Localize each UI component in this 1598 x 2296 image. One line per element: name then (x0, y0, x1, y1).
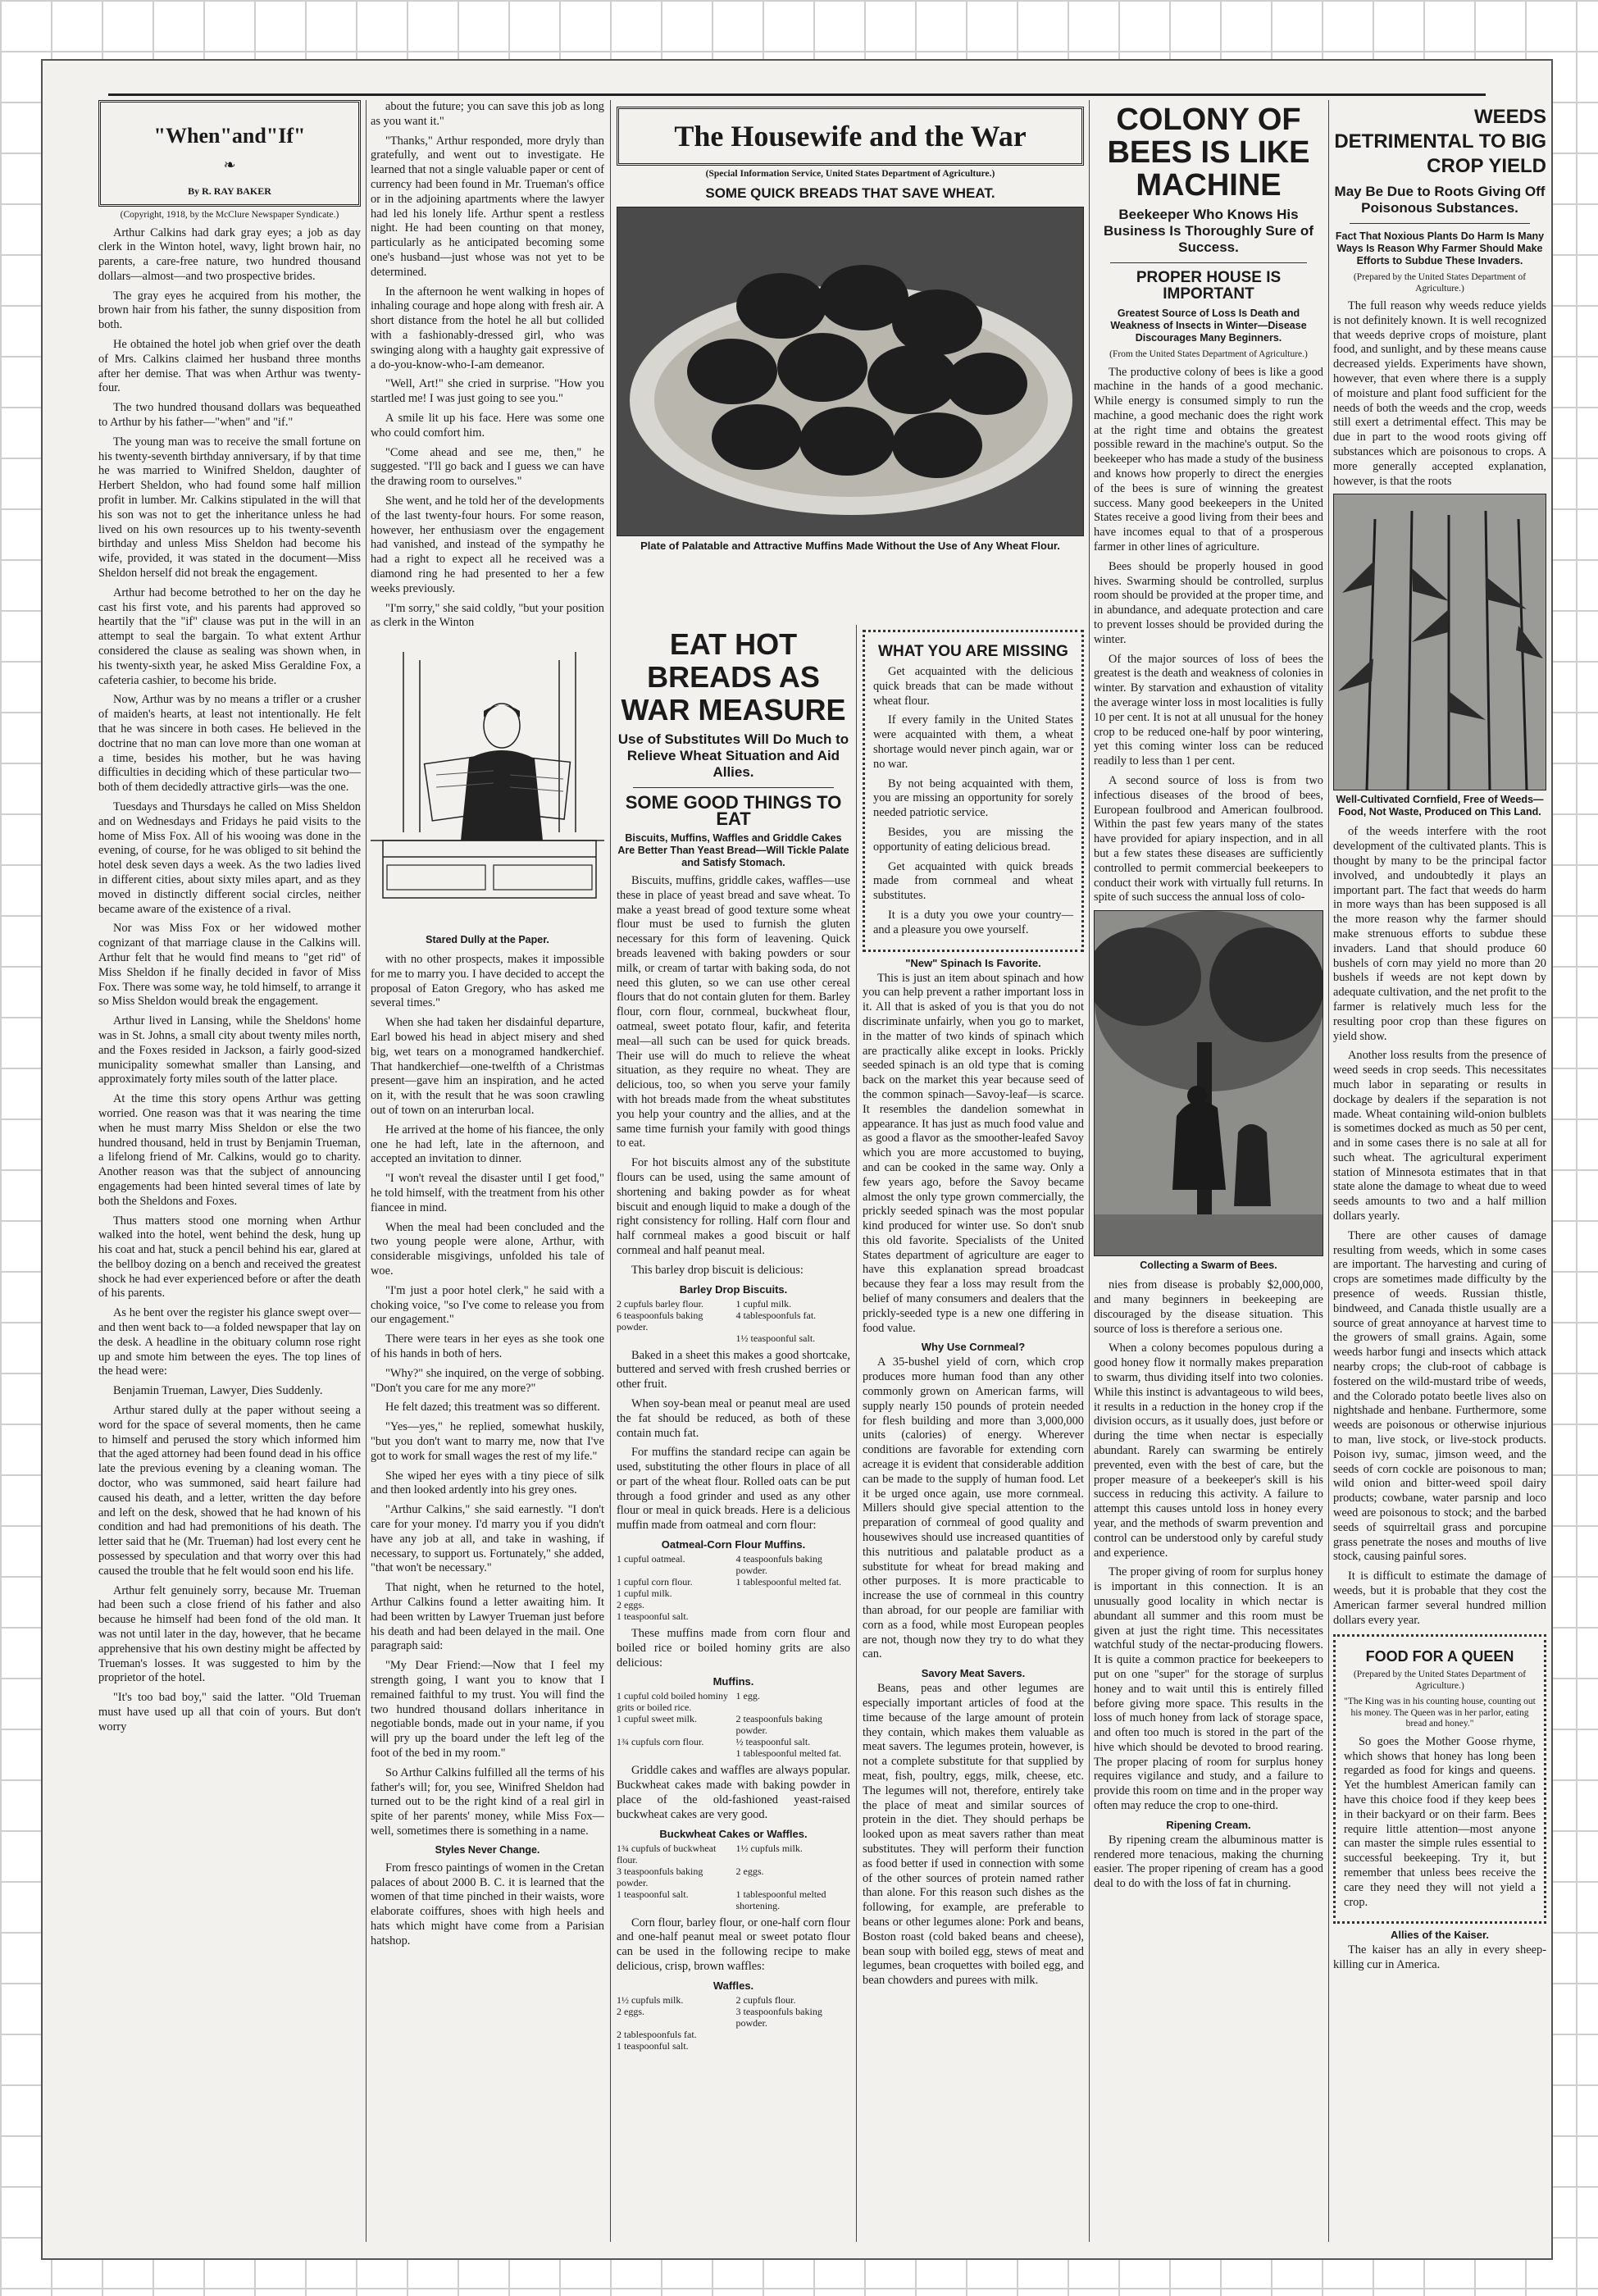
column-rule (610, 100, 611, 2242)
story-body-end (371, 953, 604, 1839)
column-rule (1089, 100, 1090, 2242)
proper-head: PROPER HOUSE IS IMPORTANT (1136, 269, 1282, 303)
ingredient: 1½ teaspoonful salt. (735, 1332, 816, 1344)
missing-column (863, 630, 1084, 1993)
cornfield-icon (1334, 494, 1546, 790)
paragraph: So Arthur Calkins fulfilled all the terms of his father's will; for, you see, Winifred Sheldon had turned out to be the right kind of a real girl in spite of her parents' money, while Miss Fox—well, sometimes there is something in a name. (371, 1765, 604, 1838)
paragraph: "Arthur Calkins," she said earnestly. "I don't care for your money. I'd marry you if you didn't have any job at all, and take in washing, if necessary, to support us. Fortunately," she added, "that won't be necessary." (371, 1503, 604, 1575)
paragraph: The gray eyes he acquired from his mother, the brown hair from his father, the sunny disposition from both. (98, 289, 361, 332)
paragraph: A second source of loss is from two infectious diseases of the brood of bees, European foulbrood and American foulbrood. Within the past few years many of the states have provided for apiary inspection, and in all but a few states these diseases are sufficiently controlled to permit commercial beekeepers to conduct their work with virtually full returns. In spite of such success the annual loss of colo- (1094, 774, 1323, 904)
ingredient (736, 2029, 851, 2040)
waffles-ingredients (617, 1994, 850, 2052)
column-rule (856, 625, 857, 2242)
paragraph: Thus matters stood one morning when Arthur walked into the hotel, went behind the desk, hung up his coat and hat, stuck a pencil behind his ear, glared at the bellboy dozing on a bench and received the greatest shock he had ever experienced before or after the death of his parents. (98, 1214, 361, 1301)
ingredient: 1¾ cupfuls of buckwheat flour. (617, 1842, 717, 1866)
muffins-ingredients (617, 1690, 850, 1759)
muffins-icon (617, 207, 1084, 535)
paragraph: of the weeds interfere with the root development of the cultivated plants. This is thought by many to be the principal factor involved, and undoubtedly it plays an important part. The fact that weeds do harm in more ways than has been supposed is all the more reason why the farmer should make strenuous efforts to subdue these invaders. Land that should produce 60 bushels of corn may yield no more than 20 bushels if weeds are not kept down by adequate cultivation, and the net profit to the farmer is relatively much less for the resulting poor crop than these figures on yield show. (1333, 825, 1546, 1043)
paragraph: The proper giving of room for surplus honey is important in this connection. It is an unusually good locality in which nectar is abundant all summer and this room must be given at just the right time. This necessitates watchful study of the nectar-producing flowers. It is quite a common practice for beekeepers to put on one "super" for the storage of surplus honey and to wait until this is entirely filled before giving more space. This results in the loss of much honey from lack of storage space, and often too much is stored in the part of the hive which should be devoted to brood rearing. The proper placing of room for surplus honey requires vigilance and study, and a failure to provide this room on time and in the proper way often may reduce the crop to one-third. (1094, 1565, 1323, 1813)
paragraph: "I'm sorry," she said coldly, "but your position as clerk in the Winton (371, 601, 604, 630)
ingredient: 1 cupful milk. (617, 1588, 672, 1600)
paragraph: "Thanks," Arthur responded, more dryly than gratefully, and went out to investigate. He learned that not a single valuable paper or cent of currency had been found in Mr. Trueman's office or in the adjoining apartments where the lawyer had led his lonely life. Arthur spent a restless night. He had been counting on that money, particularly as he anticipated becoming some one's husband—just whose was not yet to be determined. (371, 134, 604, 279)
paragraph: Another loss results from the presence of weed seeds in crop seeds. This necessitates much labor in separating or results in dockage by dealers if the separation is not made. Wheat containing wild-onion bulblets is sometimes docked as much as 50 per cent, and in some cases there is no sale at all for such wheat. The agricultural experiment station of Minnesota estimates that in that state alone the damage to wheat due to weed seeds amounts to two and a half million dollars yearly. (1333, 1049, 1546, 1223)
service-line: (Special Information Service, United States Department of Agriculture.) (705, 169, 995, 179)
queen-head: FOOD FOR A QUEEN (1365, 1648, 1514, 1665)
ingredient: 1 cupful sweet milk. (617, 1713, 697, 1725)
eat-headline: EAT HOT BREADS AS WAR MEASURE (621, 627, 846, 727)
paragraph: Arthur lived in Lansing, while the Sheldons' home was in St. Johns, a small city about twenty miles north, and the Foxes resided in Jackson, a fairly good-sized municipality somewhat smaller than Lansing, and approximately forty miles south of the latter place. (98, 1014, 361, 1086)
paragraph: She went, and he told her of the developments of the last twenty-four hours. For some reason, however, her enthusiasm over the engagement had vanished, and instead of the sympathy he had a right to expect all he received was a diamond ring he had presented to her a few weeks previously. (371, 494, 604, 595)
ingredient: 3 teaspoonfuls baking powder. (735, 2005, 822, 2029)
paragraph: "Well, Art!" she cried in surprise. "How you startled me! I was just going to see you." (371, 377, 604, 406)
bees-deck: Beekeeper Who Knows His Business Is Thoroughly Sure of Success. (1104, 207, 1313, 255)
bees-credit: (From the United States Department of Agriculture.) (1109, 349, 1308, 359)
paragraph: Baked in a sheet this makes a good shortcake, buttered and served with fresh crushed berries or other fruit. (617, 1348, 850, 1392)
ingredient: 1 tablespoonful melted fat. (735, 1576, 842, 1588)
divider (633, 787, 834, 788)
paragraph: As he bent over the register his glance swept over—and then went back to—a folded newspaper that lay on the desk. A headline in the obituary column rose right up and smote him between the eyes. The top lines of the head were: (98, 1306, 361, 1378)
photo-caption: Plate of Palatable and Attractive Muffins Made Without the Use of Any Wheat Flour. (640, 539, 1060, 552)
photo-bee-swarm (1094, 910, 1323, 1256)
paragraph: There are other causes of damage resulting from weeds, which in some cases are important. The harvesting and curing of crops are sometimes made difficulty by the presence of weeds. Russian thistle, bindweed, and Canada thistle usually are a source of great annoyance at harvest time to the growers of small grains. Again, some weeds harbor fungi and insects which attack nearby crops; the club-root of cabbage is fostered on the wild-mustard tribe of weeds, and the Colorado potato beetle lives also on nightshade and henbane. Furthermore, some weeds are poisonous or otherwise injurious to man, live stock, or live-stock products. Poison ivy, sumac, jimson weed, and the seeds of corn cockle are poisonous to man; wild onion and bitter-weed spoil dairy products; cowbane, water parsnip and loco weed are poisonous to stock; and the barbed seeds of squirreltail grass and porcupine grass penetrate the noses and mouths of live stock, causing painful sores. (1333, 1228, 1546, 1564)
some-good-head: SOME GOOD THINGS TO EAT (625, 792, 842, 829)
ingredient: 2 tablespoonfuls fat. (617, 2028, 697, 2040)
ingredient: 2 eggs. (617, 2005, 644, 2017)
ripening-text: By ripening cream the albuminous matter is rendered more tenacious, making the churning easier. The proper ripening of cream has a good deal to do with the loss of fat in churning. (1094, 1833, 1323, 1891)
paragraph: He felt dazed; this treatment was so different. (385, 1401, 600, 1414)
paragraph: Arthur felt genuinely sorry, because Mr. Trueman had been such a close friend of his father and also because he himself had been fond of the old man. It was not until later in the day, however, that he became apprehensive that his own destiny might be affected by Trueman's losses. It was suggested to him by the proprietor of the hotel. (98, 1583, 361, 1685)
ingredient: 1 egg. (735, 1690, 760, 1702)
paragraph: Besides, you are missing the opportunity of eating delicious bread. (873, 825, 1073, 854)
paragraph: For muffins the standard recipe can again be used, substituting the other flours in place of all or part of the wheat flour. Rolled oats can be put through a food grinder and used as any other flour or meal in quick breads. Here is a delicious muffin made from oatmeal and corn flour: (617, 1446, 850, 1533)
story-title-box (98, 100, 361, 207)
paragraph: Arthur stared dully at the paper without seeing a word for the space of several moments, then he came to himself and perused the story which informed him that the aged attorney had been found dead in his office late the previous evening by a cleaning woman. The doctor, who was summoned, said heart failure had caused his death, and a letter, written the day before and left on the desk, showed that he had known of his condition and had had premonitions of his death. The letter said that he (Mr. Trueman) had lost every cent he possessed by speculation and that worry over this had caused the trouble that he felt would soon end his life. (98, 1404, 361, 1578)
paragraph: Benjamin Trueman, Lawyer, Dies Suddenly. (113, 1384, 323, 1398)
ingredient (736, 1599, 851, 1610)
ingredient: 1 teaspoonful salt. (617, 2039, 689, 2052)
queen-credit: (Prepared by the United States Department of Agriculture.) (1353, 1670, 1527, 1691)
ingredient: 2 cupfuls flour. (735, 1993, 796, 2006)
barley-ingredients (617, 1298, 850, 1344)
paragraph: If every family in the United States were acquainted with them, a wheat shortage would never pinch again, war or no war. (873, 713, 1073, 771)
paragraph: It is difficult to estimate the damage of weeds, but it is probable that they cost the American farmer several hundred million dollars every year. (1333, 1569, 1546, 1627)
divider (1350, 223, 1530, 224)
bees-photo-caption: Collecting a Swarm of Bees. (1140, 1260, 1277, 1272)
weeds-credit: (Prepared by the United States Department of Agriculture.) (1353, 272, 1527, 294)
ingredient: 1 teaspoonful salt. (617, 1888, 689, 1900)
styles-heading: Styles Never Change. (435, 1843, 540, 1856)
paragraph: Now, Arthur was by no means a trifler or a crusher of maiden's hearts, at least not intentionally. He felt that he was sincere in both cases. He believed in the doctrine that no man can love more than one woman at a time, besides his mother, but he was having difficulties in deciding which of these particular two—both of them decidedly attractive girls—was the one. (98, 693, 361, 795)
column-rule (1328, 100, 1329, 2242)
eat-hot-breads-column (617, 625, 850, 2057)
paragraph: "It's too bad boy," said the latter. "Old Trueman must have used up all that coin of yours. But don't worry (98, 1691, 361, 1733)
paragraph: "I won't reveal the disaster until I get food," he told himself, with the treatment from his other fiancee in mind. (371, 1172, 604, 1214)
bees-deck2: Greatest Source of Loss Is Death and Weakness of Insects in Winter—Disease Discourages Many Beginners. (1110, 308, 1307, 344)
newspaper-page (41, 59, 1553, 2260)
story-title: "When"and"If" (153, 124, 306, 148)
ingredient: 1 teaspoonful salt. (617, 1610, 689, 1623)
ingredient: 1 cupful cold boiled hominy grits or boiled rice. (617, 1690, 728, 1714)
ingredient: 1 tablespoonful melted fat. (735, 1747, 842, 1760)
paragraph: When she had taken her disdainful departure, Earl bowed his head in abject misery and shed big, wet tears on a monogramed handkerchief. That handkerchief—one-twelfth of a Christmas present—gave him an inspiration, and he acted on it, with the result that he was soon crawling out of town on an interurban local. (371, 1016, 604, 1118)
column-story-1 (98, 100, 361, 2242)
photo-cornfield (1333, 494, 1546, 790)
eat-subhead: Use of Substitutes Will Do Much to Relieve Wheat Situation and Aid Allies. (617, 731, 849, 780)
paragraph: When the meal had been concluded and the two young people were alone, Arthur, with considerable misgivings, unfolded his tale of woe. (371, 1220, 604, 1278)
paragraph: "Yes—yes," he replied, somewhat huskily, "but you don't want to marry me, now that I've got to work for small wages the rest of my life." (371, 1420, 604, 1463)
paragraph: "My Dear Friend:—Now that I feel my strength going, I want you to know that I remained faithful to my trust. You will find the two hundred thousand dollars inheritance in negotiable bonds, made out in your name, if you will pry up the board under the left leg of the foot of the bed in my room." (371, 1659, 604, 1760)
paragraph: Biscuits, muffins, griddle cakes, waffles—use these in place of yeast bread and save wheat. To make a yeast bread of good texture some wheat flour must be used to furnish the gluten necessary for this form of leavening. Quick breads leavened with baking powders or sour milk, or cream of tartar with baking soda, do not need this gluten, so we can use other cereal flours that do not contain gluten for them. Barley flour, corn flour, cornmeal, buckwheat flour, oatmeal, sweet potato flour, kafir, and feterita meal—all such can be used for quick breads. Their use will do much to relieve the wheat situation, as they require no wheat. They are delicious, too, so when you serve your family with hot breads made from the wheat substitutes you help your country and the allies, and at the same time furnish your family with good things to eat. (617, 874, 850, 1150)
ripening-head: Ripening Cream. (1166, 1818, 1251, 1831)
weeds-photo-caption: Well-Cultivated Cornfield, Free of Weeds—Food, Not Waste, Produced on This Land. (1336, 794, 1544, 818)
paragraph: Arthur Calkins had dark gray eyes; a job as day clerk in the Winton hotel, wavy, light brown hair, no parents, a care-free nature, two hundred thousand dollars—almost—and two prospective brides. (98, 226, 361, 283)
ingredient: 2 cupfuls barley flour. (617, 1297, 703, 1310)
paragraph: "Come ahead and see me, then," he suggested. "I'll go back and I guess we can have the drawing room to ourselves." (371, 445, 604, 489)
ingredient: 6 teaspoonfuls baking powder. (617, 1309, 703, 1332)
paragraph: This barley drop biscuit is delicious: (631, 1263, 804, 1277)
illustration-man-reading-paper (371, 636, 604, 931)
photo-muffins (617, 207, 1084, 536)
copyright: (Copyright, 1918, by the McClure Newspaper Syndicate.) (120, 210, 339, 220)
paragraph: Tuesdays and Thursdays he called on Miss Sheldon and on Wednesdays and Fridays he paid visits to the home of Miss Fox. All of his wooing was done in the evening, of course, for he was obliged to sit behind the hotel desk seven days a week. As the two ladies lived in different cities, about sixty miles apart, and as they moved in distinctly different social circles, neither became aware of the existence of a rival. (98, 800, 361, 916)
ingredient: ½ teaspoonful salt. (735, 1736, 811, 1748)
paragraph: The young man was to receive the small fortune on his twenty-seventh birthday anniversary, if by that time he was married to Winifred Sheldon, daughter of Herbert Sheldon, who had found some half million profit in lumber. Mr. Calkins stipulated in the will that his son was not to get the inheritance unless he had lived on his own resources up to his twenty-seventh birthday and unless Miss Sheldon had become his wife, provided, it was stated in the document—Miss Sheldon herself did not break the engagement. (98, 435, 361, 581)
allies-head: Allies of the Kaiser. (1391, 1929, 1489, 1942)
ingredient: 1 cupful milk. (735, 1297, 792, 1310)
body4: Griddle cakes and waffles are always popular. Buckwheat cakes made with baking powder in place of the old-fashioned yeast-raised buckwheat cakes are very good. (617, 1764, 850, 1821)
some-good-deck: Biscuits, Muffins, Waffles and Griddle Cakes Are Better Than Yeast Bread—Will Tickle Palate and Satisfy Stomach. (617, 832, 849, 868)
paragraph: By not being acquainted with them, you are missing an opportunity for sorely needed patriotic service. (873, 777, 1073, 820)
article-body-2 (617, 1349, 850, 1534)
paragraph: It is a duty you owe your country—and a pleasure you owe yourself. (873, 908, 1073, 936)
illustration-caption: Stared Dully at the Paper. (426, 934, 549, 946)
ingredient: 4 teaspoonfuls baking powder. (735, 1553, 822, 1577)
body3: These muffins made from corn flour and boiled rice or boiled hominy grits are also delicious: (617, 1627, 850, 1670)
paragraph: Get acquainted with the delicious quick breads that can be made without wheat flour. (873, 665, 1073, 708)
byline: By R. RAY BAKER (188, 185, 271, 197)
story-body-continued (371, 100, 604, 631)
ingredient (736, 1588, 851, 1599)
paragraph: When soy-bean meal or peanut meal are used the fat should be reduced, as both of these contain much fat. (617, 1396, 850, 1440)
queen-text: So goes the Mother Goose rhyme, which shows that honey has long been regarded as food for kings and queens. Yet the humblest American family can have this choice food if they keep bees in their backyard or on their farm. Bees require little attention—most anyone can master the simple rules essential to successful beekeeping. Try it, but remember that unless bees receive the care they need they will not yield a crop. (1344, 1734, 1536, 1909)
buck-ingredients (617, 1843, 850, 1911)
column-bees (1094, 100, 1323, 2242)
paragraph: Arthur had become betrothed to her on the day he cast his first vote, and his parents had approved so heartily that the "if" clause was put in the will in an attempt to seal the bargain. To what extent Arthur considered the clause as sealing was shown when, in his twenty-sixth year, he asked Miss Geraldine Fox, a cafeteria cashier, to become his bride. (98, 585, 361, 687)
ingredient (617, 1747, 731, 1759)
bees-body (1094, 366, 1323, 906)
paragraph: with no other prospects, makes it impossible for me to marry you. I have decided to accept the proposal of Eaton Gregory, who has asked me several times." (371, 953, 604, 1010)
paragraph: Of the major sources of loss of bees the greatest is the death and weakness of colonies in winter. By starvation and exhaustion of vitality the average winter loss in most localities is fully 10 per cent. It is not at all unusual for the honey crop to be reduced one-half by poor wintering, yet this coming winter loss can be reduced readily to less than 1 per cent. (1094, 652, 1323, 768)
paragraph: She wiped her eyes with a tiny piece of silk and then looked ardently into his grey ones. (371, 1469, 604, 1497)
weeds-deck: May Be Due to Roots Giving Off Poisonous Substances. (1334, 184, 1546, 216)
oat-title: Oatmeal-Corn Flour Muffins. (661, 1538, 806, 1551)
top-deck: SOME QUICK BREADS THAT SAVE WHEAT. (705, 184, 995, 201)
cornmeal-text: A 35-bushel yield of corn, which crop produces more human food than any other commonly grown on American farms, will supply nearly 150 pounds of protein needed for flesh building and more than 3,000,000 units (calories) of energy. Wherever conditions are favorable for extending corn acreage it is evident that considerable addition can be made to the supply of human food. Let it be urged once again, use more cornmeal. Millers should give special attention to the preparation of cornmeal of good quality and housewives should use increased quantities of this nutritious and palatable product as a substitute for wheat for bread making and other purposes. It is more practicable to increase the use of cornmeal in this country than abroad, for our people are familiar with corn as a food, while most European peoples are not, though now they try to do what they can. (863, 1355, 1084, 1661)
bee-swarm-icon (1095, 911, 1323, 1255)
ingredient (617, 1332, 731, 1344)
bees-headline: COLONY OF BEES IS LIKE MACHINE (1107, 102, 1310, 203)
ingredient: 3 teaspoonfuls baking powder. (617, 1865, 703, 1888)
queen-box (1333, 1634, 1546, 1924)
column-weeds (1333, 100, 1546, 2242)
paragraph: He arrived at the home of his fiancee, the only one he had left, late in the afternoon, and accepted an invitation to dinner. (371, 1123, 604, 1166)
body5: Corn flour, barley flour, or one-half corn flour and one-half peanut meal or sweet potato flour can be used in the following recipe to make delicious, crisp, brown waffles: (617, 1916, 850, 1974)
bees-body-continued (1094, 1278, 1323, 1814)
paragraph: He obtained the hotel job when grief over the death of Mrs. Calkins claimed her husband three months after her demise. That was when Arthur was twenty-four. (98, 338, 361, 395)
meat-head: Savory Meat Savers. (921, 1667, 1026, 1680)
ingredient: 1 tablespoonful melted shortening. (735, 1888, 826, 1911)
ingredient (736, 2040, 851, 2052)
paragraph: For hot biscuits almost any of the substitute flours can be used, using the same amount of shortening and baking powder as for wheat biscuit and enough liquid to make a dough of the right consistency for rolling. Half corn flour and half cornmeal makes a good biscuit or half cornmeal and half peanut meal. (617, 1156, 850, 1257)
barley-title: Barley Drop Biscuits. (679, 1282, 788, 1296)
story-body (98, 226, 361, 1735)
paragraph: The productive colony of bees is like a good machine in the hands of a good mechanic. While energy is consumed simply to run the machine, a good mechanic does the right work at the right time and obtains the greatest possible reward in the machine's output. So the beekeeper who has made a study of the business and knows how properly to direct the energies of the bees is sure of winning the greatest success. Many good beekeepers in the United States receive a good living from their bees and have incomes equal to that of a prosperous farmer in other lines of agriculture. (1094, 365, 1323, 554)
oat-ingredients (617, 1553, 850, 1622)
paragraph: In the afternoon he went walking in hopes of inhaling courage and hope along with fresh air. A short distance from the hotel he all but collided with a fashionably-dressed girl, who was swinging along with a haughty gait expressive of a do-you-know-who-I-am demeanor. (371, 285, 604, 371)
buck-title: Buckwheat Cakes or Waffles. (659, 1827, 808, 1840)
cornmeal-head: Why Use Cornmeal? (921, 1341, 1026, 1354)
paragraph: about the future; you can save this job as long as you want it." (371, 100, 604, 128)
spinach-head: "New" Spinach Is Favorite. (905, 956, 1041, 969)
ornament-icon: ❧ (223, 157, 236, 173)
ingredient: 1 cupful corn flour. (617, 1576, 693, 1588)
ingredient: 4 tablespoonfuls fat. (735, 1309, 817, 1321)
paragraph: "I'm just a poor hotel clerk," he said with a choking voice, "so I've come to release you from our engagement." (371, 1283, 604, 1327)
paragraph: When a colony becomes populous during a good honey flow it normally makes preparation to swarm, thus dividing itself into two colonies. While this instinct is advantageous to wild bees, it results in a reduction in the honey crop if the division occurs, as it usually does, just before or during the time when nectar is especially abundant. Rarely can swarming be entirely prevented, even with the best of care, but the proper measure of a beekeeper's skill is his success in reducing this activity. A failure to attempt this causes untold loss in honey every year, and the methods of swarm prevention and control can be understood only by careful study and experience. (1094, 1342, 1323, 1560)
muffins-title: Muffins. (712, 1675, 754, 1688)
paragraph: The two hundred thousand dollars was bequeathed to Arthur by his father—"when" and "if." (98, 401, 361, 430)
missing-body (873, 665, 1073, 938)
ingredient: 1 cupful oatmeal. (617, 1553, 685, 1565)
column-housewife (617, 100, 1084, 2242)
top-rule (108, 93, 1486, 96)
allies-text: The kaiser has an ally in every sheep-killing cur in America. (1333, 1943, 1546, 1972)
paragraph: At the time this story opens Arthur was getting worried. One reason was that it was nearing the time when he must marry Miss Sheldon or else the two hundred thousand, held in trust by Benjamin Trueman, a lifelong friend of Mr. Calkins, would go to charity. Another reason was that the subject of announcing engagements had been hinted several times of late by both the Sheldons and Foxes. (98, 1092, 361, 1208)
masthead: The Housewife and the War (617, 107, 1084, 166)
article-body (617, 874, 850, 1278)
ingredient (736, 1610, 851, 1622)
weeds-headline: WEEDS DETRIMENTAL TO BIG CROP YIELD (1334, 106, 1546, 177)
spinach-text: This is just an item about spinach and how you can help prevent a rather important loss in it. All that is asked of you is that you do not discriminate unfairly, when you go to market, in the matter of two kinds of spinach which are practically alike except in looks. Prickly seeded spinach is an old type that is coming back on the market this year because seed of the common spinach—Savoy-leaf—is scarce. It resembles the dandelion somewhat in appearance. It has just as much food value and as good a flavor as the smoother-leafed Savoy which you are more accustomed to buying, and can be cooked in the same way. Only a few years ago, before the Savoy became almost the only type grown commercially, the prickly seeded spinach was the most popular kind produced for winter use. So don't snub this old favorite. Specialists of the United States department of agriculture are eager to have this explanation spread broadcast because they fear a loss may result from the belief of many consumers and dealers that the prickly-seeded type is a new one differing in food value. (863, 971, 1084, 1335)
ingredient: 2 teaspoonfuls baking powder. (735, 1713, 822, 1737)
queen-rhyme: "The King was in his counting house, counting out his money. The Queen was in her parlor, eating bread and honey." (1344, 1697, 1536, 1729)
paragraph: A smile lit up his face. Here was some one who could comfort him. (371, 411, 604, 440)
meat-text: Beans, peas and other legumes are especially important articles of food at the time because of the large amount of protein they contain, which makes them valuable as meat savers. The legumes protein, however, is not a complete substitute for that supplied by meat, fish, poultry, eggs, milk, cheese, etc. The legumes will not, therefore, entirely take the place of meat and similar sources of protein in the diet. They should perhaps be looked upon as meat savers rather than meat substitutes. They will perform their function as food better if used in connection with some of the other sources of protein named rather than alone. For this reason such dishes as the following, for example, are preferable to beans or other legumes alone: Pork and beans, Boston roast (cold baked beans and cheese), bean soup with boiled egg, stews of meat and legumes, bean croquettes with boiled egg, and bean chowders and purees with milk. (863, 1682, 1084, 1988)
paragraph: nies from disease is probably $2,000,000, and many beginners in beekeeping are discouraged by the disease situation. This source of loss is therefore a serious one. (1094, 1278, 1323, 1336)
waffles-title: Waffles. (712, 1979, 754, 1992)
missing-box (863, 630, 1084, 952)
ingredient: 1½ cupfuls milk. (617, 1993, 684, 2006)
column-story-2 (371, 100, 604, 2242)
ingredient: 1¾ cupfuls corn flour. (617, 1736, 704, 1748)
paragraph: Get acquainted with quick breads made from cornmeal and wheat substitutes. (873, 859, 1073, 903)
weeds-body (1333, 825, 1546, 1628)
divider (1110, 262, 1307, 263)
weeds-deck2: Fact That Noxious Plants Do Harm Is Many Ways Is Reason Why Farmer Should Make Efforts to Subdue These Invaders. (1335, 230, 1545, 266)
paragraph: "Why?" she inquired, on the verge of sobbing. "Don't you care for me any more?" (371, 1366, 604, 1395)
weeds-para1: The full reason why weeds reduce yields is not definitely known. It is well recognized that weeds deprive crops of moisture, plant food, and sunlight, and by these means cause decreased yields. Experiments have shown, however, that even where there is a supply of moisture and plant food sufficient for the needs of both the weeds and the crop, weeds still exert a detrimental effect. This may be due in part to the wood roots giving off substances which are poisonous to crops. A more generally accepted explanation, however, is that the roots (1333, 299, 1546, 488)
missing-head: WHAT YOU ARE MISSING (878, 643, 1068, 660)
paragraph: There were tears in her eyes as she took one of his hands in both of hers. (371, 1332, 604, 1361)
paragraph: That night, when he returned to the hotel, Arthur Calkins found a letter awaiting him. It had been written by Lawyer Trueman just before his death and had been delayed in the mail. One paragraph said: (371, 1581, 604, 1653)
ingredient: 2 eggs. (617, 1599, 644, 1611)
paragraph: Bees should be properly housed in good hives. Swarming should be controlled, surplus room should be provided at the proper time, and in abundance, and adequate protection and care to prevent losses should be provided during the winter. (1094, 559, 1323, 646)
ingredient: 2 eggs. (735, 1865, 764, 1877)
paragraph: Nor was Miss Fox or her widowed mother cognizant of that marriage clause in the Calkins will. Arthur felt that he would find means to "get rid" of Miss Sheldon if he finally decided in favor of Miss Fox. There was some way, he told himself, to arrange it so Miss Sheldon would break the engagement. (98, 922, 361, 1009)
styles-text: From fresco paintings of women in the Cretan palaces of about 2000 B. C. it is learned that the women of that time pinched in their waists, wore elaborate coiffures, shoes with high heels and hats which might have come from a Parisian hatshop. (371, 1861, 604, 1947)
ingredient: 1½ cupfuls milk. (735, 1842, 803, 1854)
